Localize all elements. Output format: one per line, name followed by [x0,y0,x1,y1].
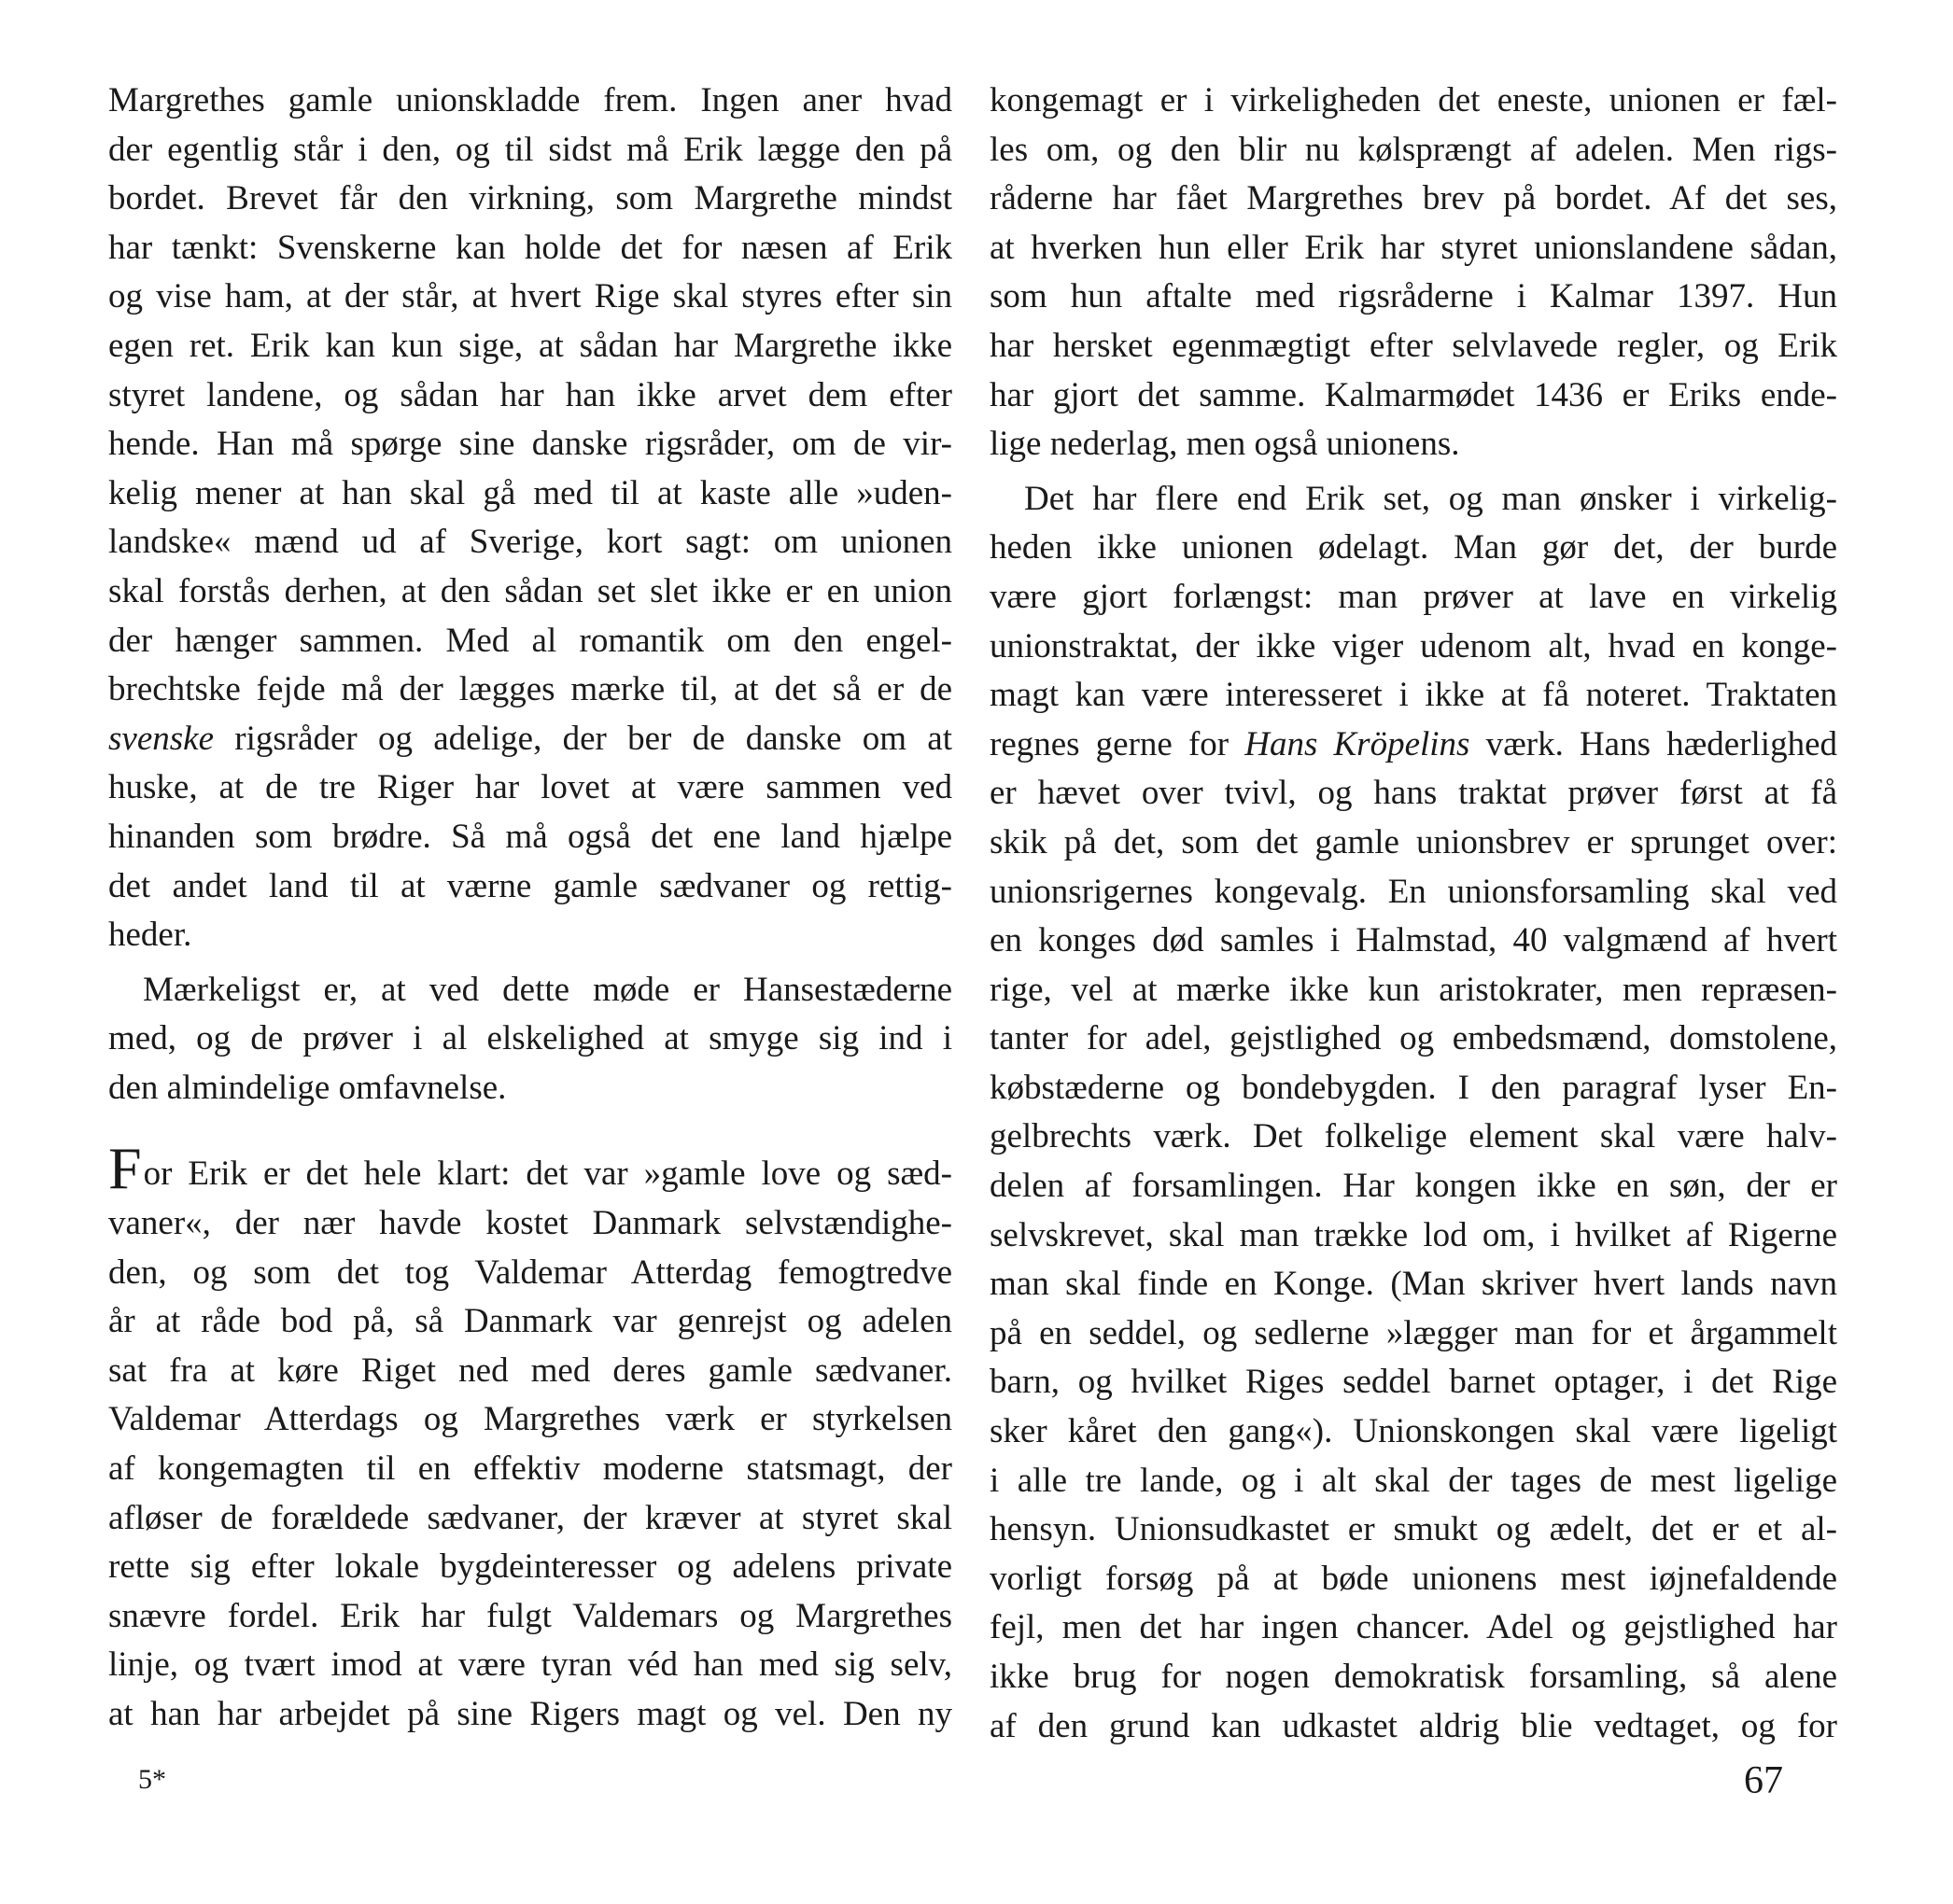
text-line: unionstraktat, der ikke viger udenom alt, hvad en konge- [990,626,1837,665]
text-line: selvskrevet, skal man trække lod om, i hvilket af Rigerne [990,1215,1837,1254]
text-line: der hænger sammen. Med al romantik om den engel- [108,621,952,660]
text-line: den almindelige omfavnelse. [108,1068,507,1107]
text-line: købstæderne og bondebygden. I den paragraf lyser En- [990,1068,1837,1107]
left-column [108,77,952,1740]
text-line: les om, og den blir nu kølsprængt af adelen. Men rigs- [990,130,1837,169]
text-line-dropcap [108,1135,952,1202]
text-line: hensyn. Unionsudkastet er smukt og ædelt, det er et al- [990,1510,1837,1549]
paragraph-2 [108,966,952,1113]
text-line: har tænkt: Svenskerne kan holde det for næsen af Erik [108,228,952,267]
text-line: gelbrechts værk. Det folkelige element skal være halv- [990,1117,1837,1156]
text-line: Det har flere end Erik set, og man ønsker i virkelig- [1024,479,1837,518]
text-span: or Erik er det hele klart: det var »gamle love og sæd- [143,1155,952,1194]
text-line: sat fra at køre Riget ned med deres gamle sædvaner. [108,1351,952,1390]
text-line: af den grund kan udkastet aldrig blie vedtaget, og for [990,1706,1837,1745]
right-column [990,77,1837,1751]
text-line: være gjort forlængst: man prøver at lave en virkelig [990,577,1837,616]
text-line: magt kan være interesseret i ikke at få noteret. Traktaten [990,676,1837,715]
text-line: ikke brug for nogen demokratisk forsamling, så alene [990,1658,1837,1696]
text-line: sker kåret den gang«). Unionskongen skal være ligeligt [990,1412,1837,1451]
text-line: af kongemagten til en effektiv moderne statsmagt, der [108,1449,952,1489]
text-line: fejl, men det har ingen chancer. Adel og gejstlighed har [990,1608,1837,1647]
paragraph-1 [108,77,952,960]
text-line: at hverken hun eller Erik har styret unionslandene sådan, [990,228,1837,267]
text-line: egen ret. Erik kan kun sige, at sådan har Margrethe ikke [108,326,952,365]
text-span: regnes gerne for [990,724,1245,763]
text-line: på en seddel, og sedlerne »lægger man for et årgammelt [990,1313,1837,1352]
text-line: har hersket egenmægtigt efter selvlavede regler, og Erik [990,326,1837,365]
text-line: med, og de prøver i al elskelighed at smyge sig ind i [108,1019,952,1058]
text-line: huske, at de tre Riger har lovet at være sammen ved [108,768,952,807]
text-line: linje, og tvært imod at være tyran véd han med sig selv, [108,1645,952,1685]
text-line-italic [108,715,952,764]
paragraph-3 [108,1135,952,1739]
text-line: landske« mænd ud af Sverige, kort sagt: om unionen [108,523,952,562]
text-line: unionsrigernes kongevalg. En unionsforsamling skal ved [990,872,1837,911]
text-line: vorligt forsøg på at bøde unionens mest iøjnefaldende [990,1559,1837,1598]
text-line: år at råde bod på, så Danmark var genrejst og adelen [108,1302,952,1341]
paragraph-5 [990,475,1837,1751]
text-line: der egentlig står i den, og til sidst må Erik lægge den på [108,130,952,169]
text-line: kelig mener at han skal gå med til at kaste alle »uden- [108,473,952,512]
text-line: at han har arbejdet på sine Rigers magt og vel. Den ny [108,1695,952,1733]
text-line: Mærkeligst er, at ved dette møde er Hansestæderne [143,970,952,1009]
text-line: vaner«, der nær havde kostet Danmark selvstændighe- [108,1204,952,1243]
text-line: styret landene, og sådan har han ikke arvet dem efter [108,375,952,414]
drop-cap: F [108,1135,142,1202]
text-line: bordet. Brevet får den virkning, som Margrethe mindst [108,179,952,218]
text-line: det andet land til at værne gamle sædvaner og rettig- [108,866,952,905]
text-line: i alle tre lande, og i alt skal der tages de mest ligelige [990,1461,1837,1500]
text-line: rige, vel at mærke ikke kun aristokrater, men repræsen- [990,970,1837,1009]
text-line: brechtske fejde må der lægges mærke til, at det så er de [108,670,952,709]
text-span: rigsråder og adelige, der ber de danske om at [214,719,952,758]
text-line: man skal finde en Konge. (Man skriver hvert lands navn [990,1265,1837,1304]
text-line: afløser de forældede sædvaner, der kræver at styret skal [108,1498,952,1537]
text-line: barn, og hvilket Riges seddel barnet optager, i det Rige [990,1363,1837,1402]
text-line: råderne har fået Margrethes brev på bordet. Af det ses, [990,179,1837,218]
text-line: er hævet over tvivl, og hans traktat prøver først at få [990,774,1837,813]
text-line: heden ikke unionen ødelagt. Man gør det, der burde [990,528,1837,567]
paragraph-4 [990,77,1837,469]
text-line: heder. [108,916,192,955]
italic-name: Hans Kröpelins [1244,724,1470,763]
text-line: den, og som det tog Valdemar Atterdag femogtredve [108,1253,952,1292]
text-line: Valdemar Atterdags og Margrethes værk er styrkelsen [108,1400,952,1439]
text-line: hende. Han må spørge sine danske rigsråder, om de vir- [108,425,952,464]
text-line: en konges død samles i Halmstad, 40 valgmænd af hvert [990,921,1837,960]
page-number: 67 [1744,1759,1783,1802]
text-span: værk. Hans hæderlighed [1469,724,1838,763]
italic-word: svenske [108,719,214,758]
text-line: kongemagt er i virkeligheden det eneste, unionen er fæl- [990,81,1837,119]
text-line: skal forstås derhen, at den sådan set slet ikke er en union [108,571,952,610]
text-line: som hun aftalte med rigsråderne i Kalmar 1397. Hun [990,277,1837,316]
text-line: delen af forsamlingen. Har kongen ikke en søn, der er [990,1167,1837,1206]
text-line: Margrethes gamle unionskladde frem. Ingen aner hvad [108,81,952,119]
text-line: har gjort det samme. Kalmarmødet 1436 er Eriks ende- [990,375,1837,414]
text-line: hinanden som brødre. Så må også det ene land hjælpe [108,817,952,856]
text-line: tanter for adel, gejstlighed og embedsmænd, domstolene, [990,1019,1837,1058]
text-line-italic [990,721,1837,770]
text-line: rette sig efter lokale bygdeinteresser og adelens private [108,1547,952,1587]
text-line: skik på det, som det gamle unionsbrev er sprunget over: [990,822,1837,861]
text-line: og vise ham, at der står, at hvert Rige skal styres efter sin [108,277,952,316]
signature-mark: 5* [138,1764,166,1795]
text-line: snævre fordel. Erik har fulgt Valdemars og Margrethes [108,1596,952,1635]
text-line: lige nederlag, men også unionens. [990,425,1460,464]
